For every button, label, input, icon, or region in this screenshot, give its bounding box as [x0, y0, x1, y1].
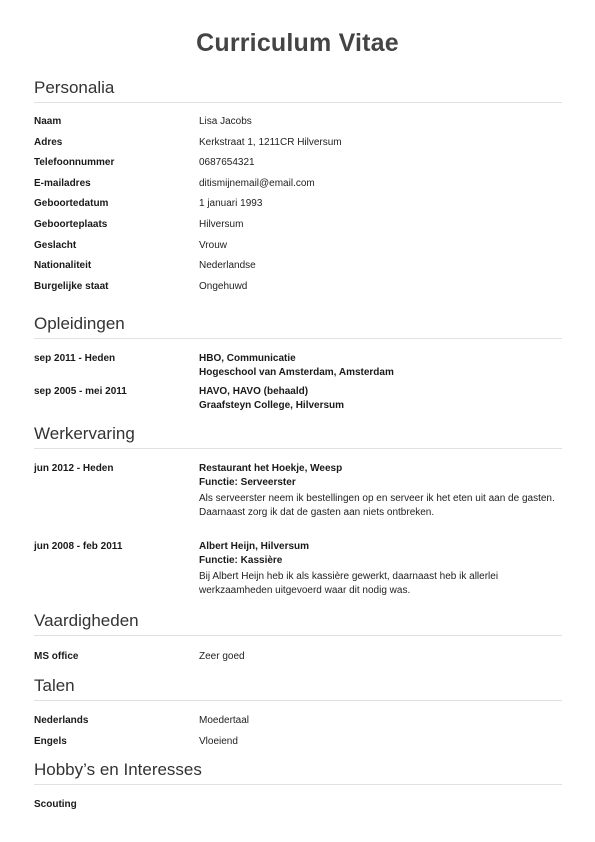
- work-entry: [34, 540, 562, 615]
- skill-row: [34, 651, 562, 672]
- section-header-werkervaring: Werkervaring: [34, 424, 562, 449]
- row-label: Geboorteplaats: [34, 218, 108, 230]
- page-title: Curriculum Vitae: [196, 29, 399, 57]
- work-period: jun 2008 - feb 2011: [34, 541, 123, 552]
- section-header-personalia: Personalia: [34, 78, 562, 103]
- section-werkervaring: [34, 424, 562, 615]
- education-degree: HBO, Communicatie: [199, 353, 296, 364]
- personal-row-address: [34, 137, 562, 158]
- language-row: [34, 736, 562, 757]
- row-label: Nationaliteit: [34, 260, 92, 272]
- row-value: Ongehuwd: [199, 280, 248, 292]
- section-opleidingen: [34, 314, 562, 418]
- row-value: Hilversum: [199, 218, 244, 230]
- work-function: Functie: Kassière: [199, 554, 283, 566]
- row-value: Vrouw: [199, 239, 227, 251]
- education-degree: HAVO, HAVO (behaald): [199, 386, 309, 397]
- education-entry: [34, 352, 562, 385]
- education-entry: [34, 385, 562, 418]
- language-row: [34, 715, 562, 736]
- row-label: Adres: [34, 136, 63, 148]
- personal-row-email: [34, 178, 562, 199]
- personal-row-birthplace: [34, 219, 562, 240]
- language-level: Vloeiend: [199, 735, 238, 747]
- language-level: Moedertaal: [199, 715, 250, 726]
- section-talen: [34, 676, 562, 756]
- skill-label: MS office: [34, 651, 79, 662]
- work-employer: Albert Heijn, Hilversum: [199, 541, 310, 552]
- work-period: jun 2012 - Heden: [34, 463, 114, 474]
- row-value: 0687654321: [199, 157, 255, 169]
- row-label: Geboortedatum: [34, 198, 109, 210]
- row-label: Geslacht: [34, 239, 77, 251]
- hobby-row: [34, 799, 562, 820]
- education-details: [199, 385, 562, 412]
- hobby-label: Scouting: [34, 799, 77, 810]
- row-value: Lisa Jacobs: [199, 116, 252, 127]
- education-institution: Graafsteyn College, Hilversum: [199, 399, 345, 411]
- personal-row-phone: [34, 157, 562, 178]
- language-label: Nederlands: [34, 715, 89, 726]
- work-description: Bij Albert Heijn heb ik als kassière gewerkt, daarnaast heb ik allerlei werkzaamheden uitgevoerd waar dit nodig was.: [199, 571, 499, 596]
- section-hobbys: [34, 760, 562, 820]
- section-header-vaardigheden: Vaardigheden: [34, 611, 562, 636]
- row-value: 1 januari 1993: [199, 198, 263, 210]
- skill-level: Zeer goed: [199, 651, 245, 662]
- personal-row-gender: [34, 240, 562, 261]
- row-label: Naam: [34, 116, 62, 127]
- row-value: Nederlandse: [199, 260, 256, 272]
- education-period: sep 2005 - mei 2011: [34, 386, 127, 397]
- section-personalia: [34, 78, 562, 301]
- personal-row-birthdate: [34, 198, 562, 219]
- education-details: [199, 352, 562, 379]
- language-label: Engels: [34, 735, 67, 747]
- section-vaardigheden: [34, 611, 562, 672]
- work-details: [199, 540, 562, 597]
- section-header-talen: Talen: [34, 676, 562, 701]
- work-entry: [34, 462, 562, 540]
- education-institution: Hogeschool van Amsterdam, Amsterdam: [199, 366, 394, 378]
- row-label: Burgelijke staat: [34, 280, 109, 292]
- row-label: E-mailadres: [34, 177, 91, 189]
- section-header-opleidingen: Opleidingen: [34, 314, 562, 339]
- work-function: Functie: Serveerster: [199, 476, 296, 488]
- row-value: ditismijnemail@email.com: [199, 177, 315, 189]
- section-header-hobbys: Hobby’s en Interesses: [34, 760, 562, 785]
- personal-row-name: [34, 116, 562, 137]
- personal-row-marital-status: [34, 281, 562, 302]
- work-description: Als serveerster neem ik bestellingen op en serveer ik het eten uit aan de gasten. Daarnaast zorg ik dat de gasten aan niets ontbreken.: [199, 493, 555, 518]
- work-details: [199, 462, 562, 519]
- education-period: sep 2011 - Heden: [34, 353, 116, 364]
- personal-row-nationality: [34, 260, 562, 281]
- row-label: Telefoonnummer: [34, 157, 115, 169]
- row-value: Kerkstraat 1, 1211CR Hilversum: [199, 136, 342, 148]
- work-employer: Restaurant het Hoekje, Weesp: [199, 463, 343, 474]
